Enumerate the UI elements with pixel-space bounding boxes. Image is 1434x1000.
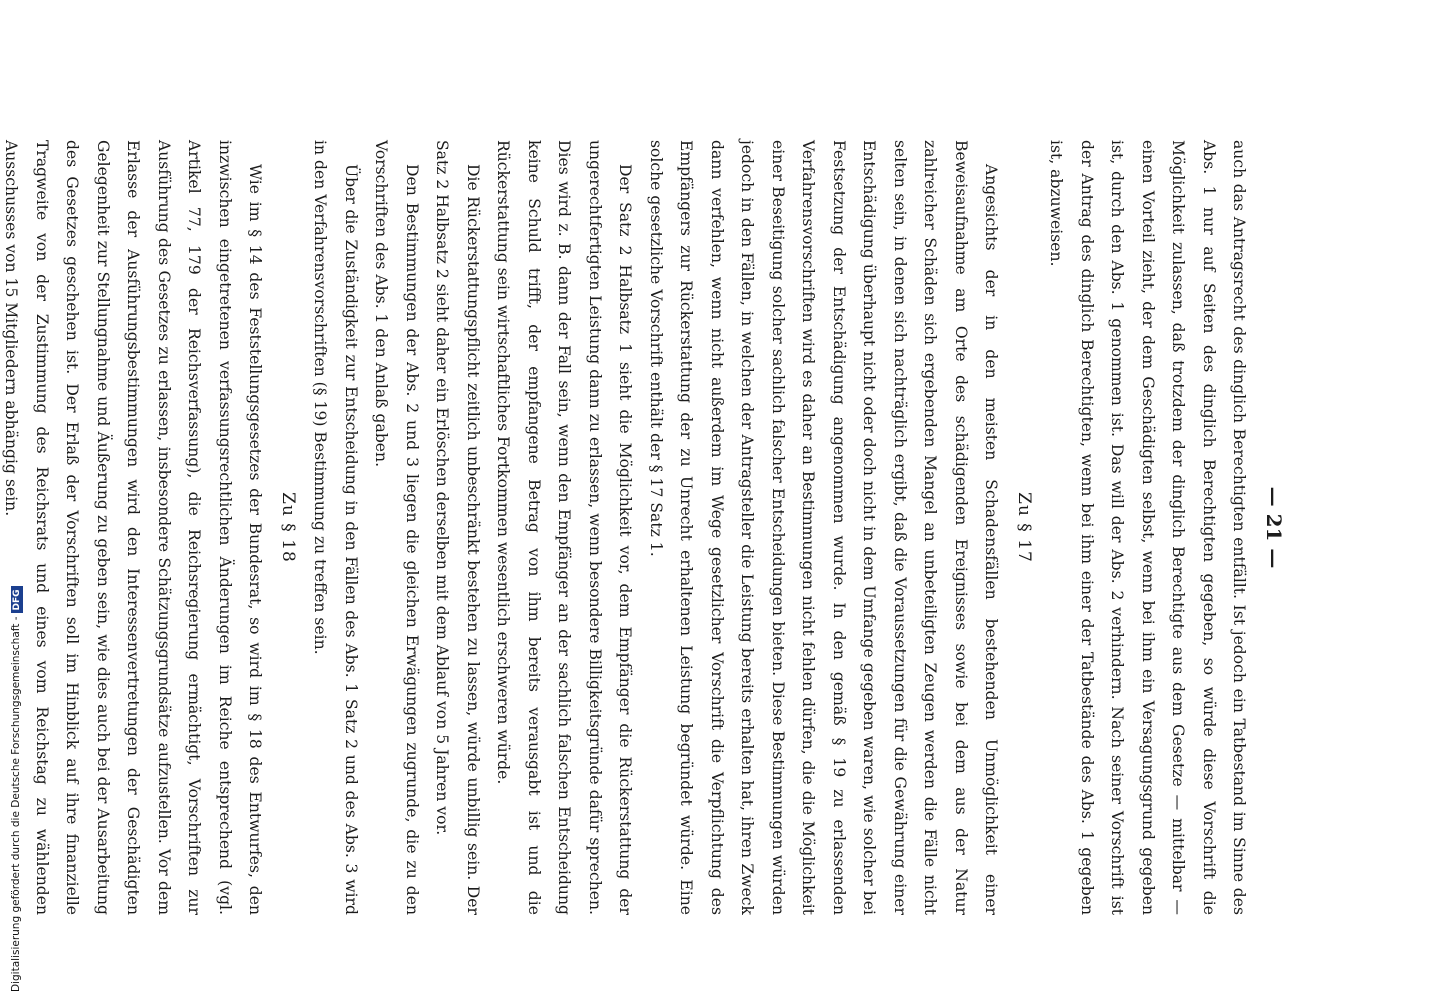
paragraph: Über die Zuständigkeit zur Entscheidung in den Fällen des Abs. 1 Satz 2 und des Abs. 3 wird in den Verfahrensvorschriften (§ 19) Bestimmung zu treffen sein. <box>311 140 360 915</box>
section-heading: Zu § 17 <box>1014 492 1034 563</box>
page-text <box>0 140 1289 915</box>
text-blocks <box>0 140 1255 915</box>
section-heading: Zu § 18 <box>278 492 298 563</box>
paragraph: Den Bestimmungen der Abs. 2 und 3 liegen die gleichen Erwägungen zugrunde, die zu den Vorschriften des Abs. 1 den Anlaß gaben. <box>372 140 421 915</box>
credit-text: Digitalisierung gefördert durch die Deutsche Forschungsgemeinschaft - <box>10 616 22 992</box>
page-number: — 21 — <box>1262 486 1286 569</box>
paragraph: auch das Antragsrecht des dinglich Berechtigten entfällt. Ist jedoch ein Tatbestand im Sinne des Abs. 1 nur auf Seiten des dinglich Berechtigten gegeben, so würde diese Vorschrift die Möglichkeit zulassen, daß trotzdem der dinglich Berechtigte aus dem Gesetze — mittelbar — einen Vorteil zieht, der dem Geschädigten selbst, wenn bei ihm ein Versagungsgrund gegeben ist, durch den Abs. 1 genommen ist. Das will der Abs. 2 verhindern. Nach seiner Vorschrift ist der Antrag des dinglich Berechtigten, wenn bei ihm einer der Tatbestände des Abs. 1 gegeben ist, abzuweisen. <box>1047 140 1249 915</box>
paragraph: Der Satz 2 Halbsatz 1 sieht die Möglichkeit vor, dem Empfänger die Rückerstattung der ungerechtfertigten Leistung dann zu erlassen, wenn besondere Billigkeitsgründe dafür sprechen. Dies wird z. B. dann der Fall sein, wenn den Empfänger an der sachlich falschen Entscheidung keine Schuld trifft, der empfangene Betrag von ihm bereits verausgabt ist und die Rückerstattung sein wirtschaftliches Fortkommen wesentlich erschweren würde. <box>494 140 635 915</box>
paragraph: Wie im § 14 des Feststellungsgesetzes der Bundesrat, so wird im § 18 des Entwurfes, den inzwischen eingetretenen verfassungsrechtlichen Änderungen im Reiche entsprechend (vgl. Artikel 77, 179 der Reichsverfassung), die Reichsregierung ermächtigt, Vorschriften zur Ausführung des Gesetzes zu erlassen, insbesondere Schätzungsgrundsätze aufzustellen. Vor dem Erlasse der Ausführungsbestimmungen wird den Interessenvertretungen der Geschädigten Gelegenheit zur Stellungnahme und Äußerung zu geben sein, wie dies auch bei der Ausarbeitung des Gesetzes geschehen ist. Der Erlaß der Vorschriften soll im Hinblick auf ihre finanzielle Tragweite von der Zustimmung des Reichsrats und eines vom Reichstag zu wählenden Ausschusses von 15 Mitgliedern abhängig sein. <box>2 140 265 915</box>
paragraph: Angesichts der in den meisten Schadensfällen bestehenden Unmöglichkeit einer Beweisaufnahme am Orte des schädigenden Ereignisses sowie bei dem aus der Natur zahlreicher Schäden sich ergebenden Mangel an unbeteiligten Zeugen werden die Fälle nicht selten sein, in denen sich nachträglich ergibt, daß die Voraussetzungen für die Gewährung einer Entschädigung überhaupt nicht oder doch nicht in dem Umfange gegeben waren, wie solcher bei Festsetzung der Entschädigung angenommen wurde. In den gemäß § 19 zu erlassenden Verfahrensvorschriften wird es daher an Bestimmungen nicht fehlen dürfen, die die Möglichkeit einer Beseitigung solcher sachlich falscher Entscheidungen bieten. Diese Bestimmungen würden jedoch in den Fällen, in welchen der Antragsteller die Leistung bereits erhalten hat, ihren Zweck dann verfehlen, wenn nicht außerdem im Wege gesetzlicher Vorschrift die Verpflichtung des Empfängers zur Rückerstattung der zu Unrecht erhaltenen Leistung begründet würde. Eine solche gesetzliche Vorschrift enthält der § 17 Satz 1. <box>647 140 1001 915</box>
paragraph: Die Rückerstattungspflicht zeitlich unbeschränkt bestehen zu lassen, würde unbillig sein. Der Satz 2 Halbsatz 2 sieht daher ein Erlöschen derselben mit dem Ablauf von 5 Jahren vor. <box>433 140 482 915</box>
dfg-logo: DFG <box>11 586 23 613</box>
